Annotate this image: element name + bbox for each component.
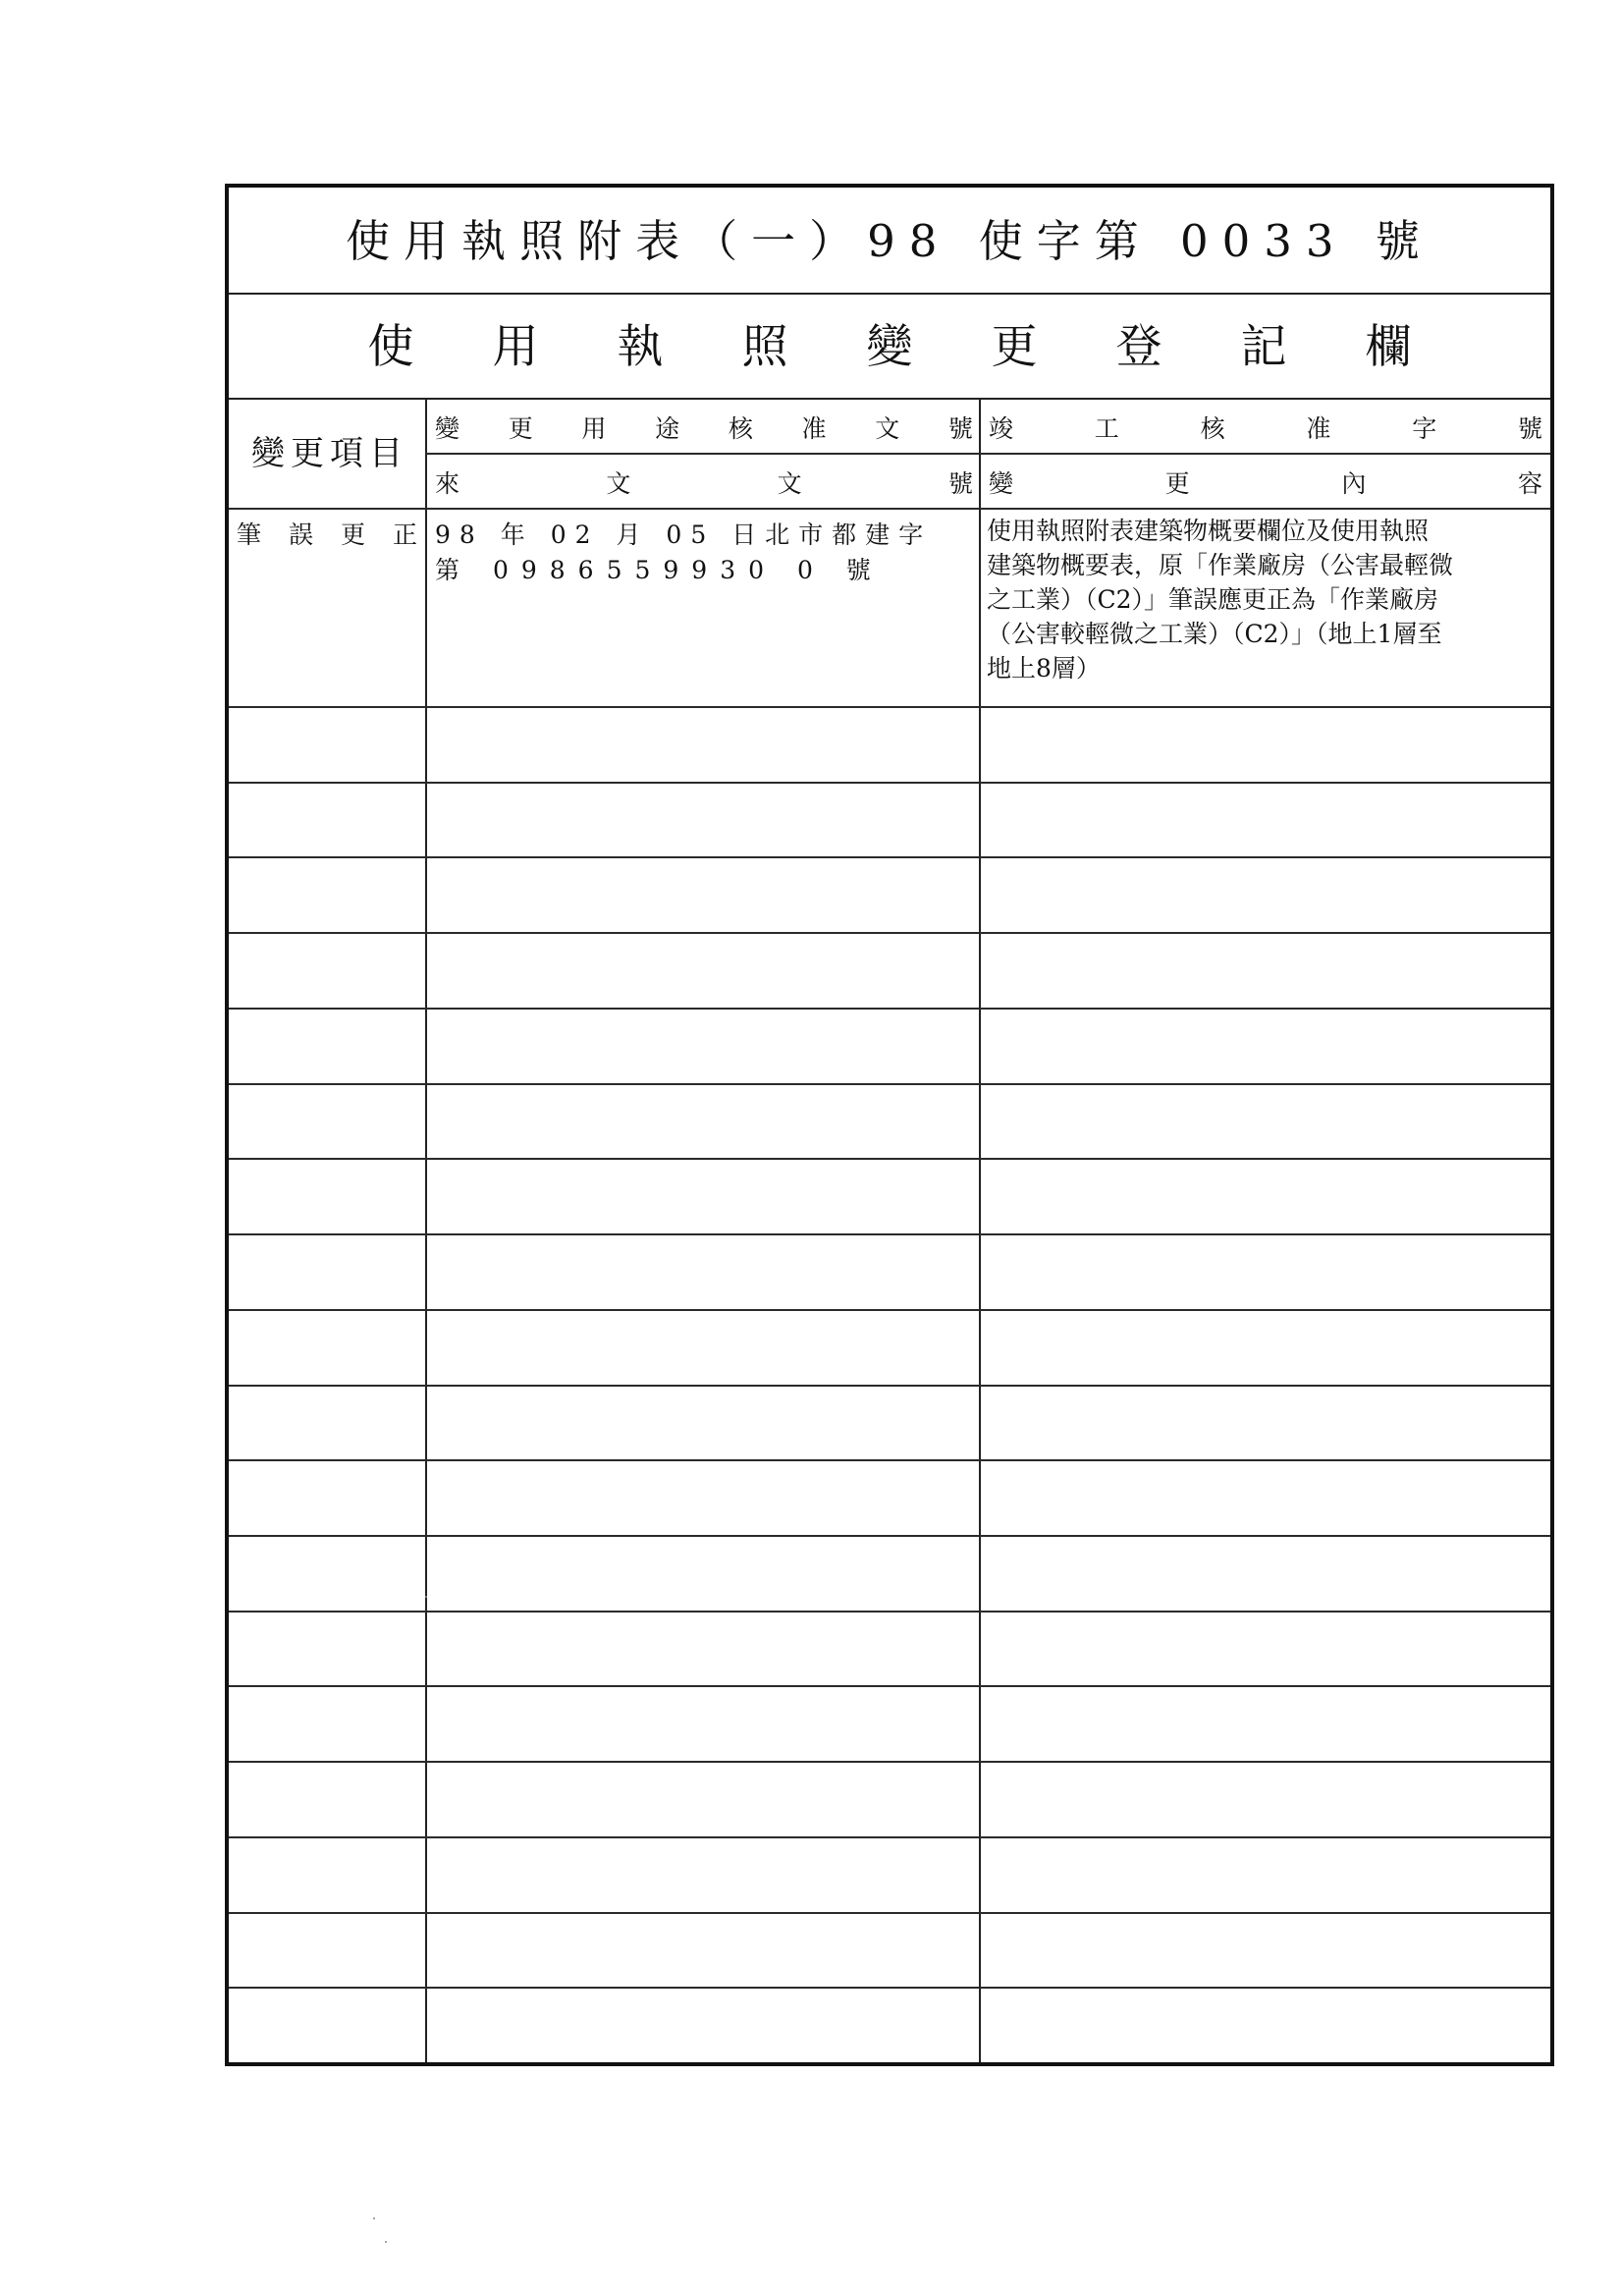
- label-char: 號: [947, 414, 973, 443]
- row-change-content-line: 使用執照附表建築物概要欄位及使用執照: [987, 517, 1430, 545]
- row-separator-line: [229, 1008, 1550, 1010]
- header-change-item: 變更項目: [251, 434, 408, 473]
- label-char: 文: [777, 469, 802, 498]
- label-char: 更: [340, 520, 365, 549]
- row-separator-line: [229, 856, 1550, 858]
- label-char: 文: [606, 469, 631, 498]
- label-char: 號: [1517, 414, 1542, 443]
- row-separator-line: [229, 1385, 1550, 1387]
- label-char: 文: [875, 414, 900, 443]
- header-completion-number: [989, 410, 1542, 445]
- scan-speck: [373, 2217, 375, 2219]
- row-separator-line: [229, 1685, 1550, 1687]
- license-attachment-form: [225, 184, 1554, 2066]
- label-char: 筆: [237, 520, 262, 549]
- row-separator-line: [229, 1912, 1550, 1914]
- row-separator-line: [229, 1611, 1550, 1613]
- form-subtitle: 使用執照變更登記欄: [229, 295, 1550, 400]
- row-separator-line: [229, 932, 1550, 934]
- header-split-line: [425, 453, 1550, 455]
- label-char: 竣: [989, 414, 1014, 443]
- row-change-content-line: （公害較輕微之工業）（C2）」（地上1層至: [987, 620, 1442, 648]
- row-separator-line: [229, 1083, 1550, 1085]
- label-char: 字: [1412, 414, 1437, 443]
- scan-speck: [425, 1596, 427, 1598]
- row-change-content-line: 建築物概要表，原「作業廠房（公害最輕微: [987, 551, 1454, 579]
- label-char: 正: [392, 520, 417, 549]
- label-char: 內: [1341, 469, 1367, 498]
- row-separator-line: [229, 1309, 1550, 1311]
- row-separator-line: [229, 706, 1550, 708]
- label-char: 准: [1306, 414, 1331, 443]
- row-change-content-line: 之工業）（C2）」筆誤應更正為「作業廠房: [987, 585, 1439, 614]
- label-char: 變: [435, 414, 460, 443]
- row-doc-number-line2: 第 0986559930 0 號: [435, 556, 884, 584]
- header-approval-doc-number: [435, 410, 973, 445]
- label-char: 號: [947, 469, 973, 498]
- row-separator-line: [229, 782, 1550, 784]
- label-char: 工: [1094, 414, 1119, 443]
- label-char: 容: [1517, 469, 1542, 498]
- row-change-item: [237, 516, 417, 551]
- label-char: 更: [508, 414, 533, 443]
- row-separator-line: [229, 1987, 1550, 1989]
- column-divider: [425, 400, 427, 2062]
- row-separator-line: [229, 1535, 1550, 1537]
- row-doc-number-line1: 98 年 02 月 05 日北市都建字: [435, 520, 933, 549]
- row-separator-line: [229, 1836, 1550, 1838]
- label-char: 更: [1164, 469, 1190, 498]
- label-char: 准: [801, 414, 827, 443]
- label-char: 途: [655, 414, 680, 443]
- label-char: 核: [728, 414, 753, 443]
- label-char: 核: [1200, 414, 1225, 443]
- row-separator-line: [229, 1459, 1550, 1461]
- header-bottom-line: [229, 508, 1550, 510]
- column-divider: [979, 400, 981, 2062]
- label-char: 來: [435, 469, 460, 498]
- label-char: 誤: [288, 520, 313, 549]
- row-separator-line: [229, 1761, 1550, 1763]
- label-char: 變: [989, 469, 1014, 498]
- label-char: 用: [581, 414, 607, 443]
- header-change-content: [989, 465, 1542, 500]
- scan-speck: [385, 2241, 387, 2243]
- change-registration-table: [229, 400, 1550, 2062]
- row-change-content-line: 地上8層）: [987, 654, 1101, 683]
- header-incoming-doc-number: [435, 465, 973, 500]
- form-title: 使用執照附表（一）98 使字第 0033 號: [229, 188, 1550, 295]
- row-separator-line: [229, 1158, 1550, 1160]
- row-separator-line: [229, 1233, 1550, 1235]
